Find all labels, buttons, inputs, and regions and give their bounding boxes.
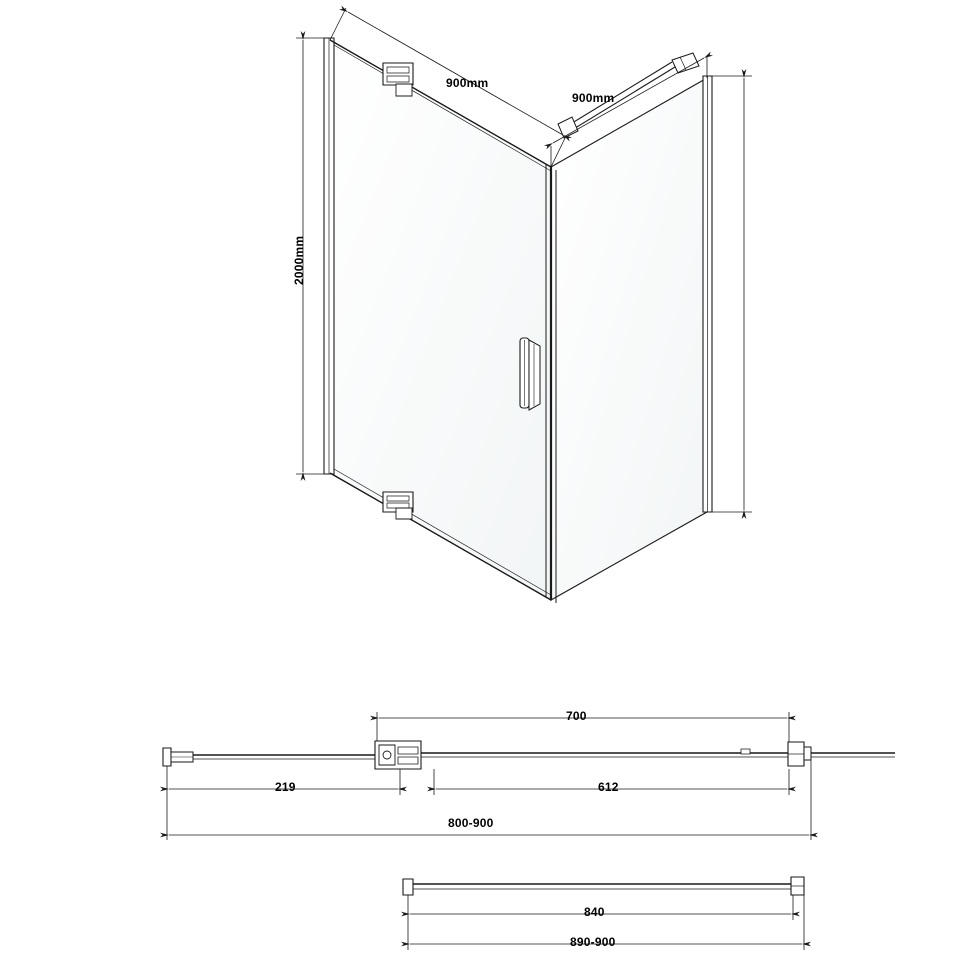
wall-profile-right [703,76,712,512]
plan-left-glass [193,755,375,759]
label-side-panel: 219 [275,780,296,794]
door-glass-panel [330,40,551,600]
label-top-width: 900mm [446,76,489,90]
label-inner-rail: 840 [584,905,605,919]
dim-height-right [712,76,752,512]
label-height: 2000mm [292,235,306,285]
bottom-hinge [383,492,413,519]
door-handle [520,338,540,410]
plan-right-post [788,742,895,766]
side-glass-panel [551,78,707,600]
label-glass-width: 612 [598,780,619,794]
plan-hinge-block [375,741,421,769]
wall-profile-left [324,38,334,474]
label-outer-rail: 890-900 [570,935,616,949]
label-door-opening: 700 [566,709,587,723]
plan-door-glass [421,749,790,757]
profile-right-cap [791,877,804,895]
plan-view [163,712,895,840]
label-top-depth: 900mm [572,91,615,105]
profile-left-cap [403,879,413,895]
plan-left-wall-bracket [163,748,193,766]
profile-rail [413,884,793,889]
label-overall-width: 800-900 [448,816,494,830]
isometric-view [296,8,752,603]
